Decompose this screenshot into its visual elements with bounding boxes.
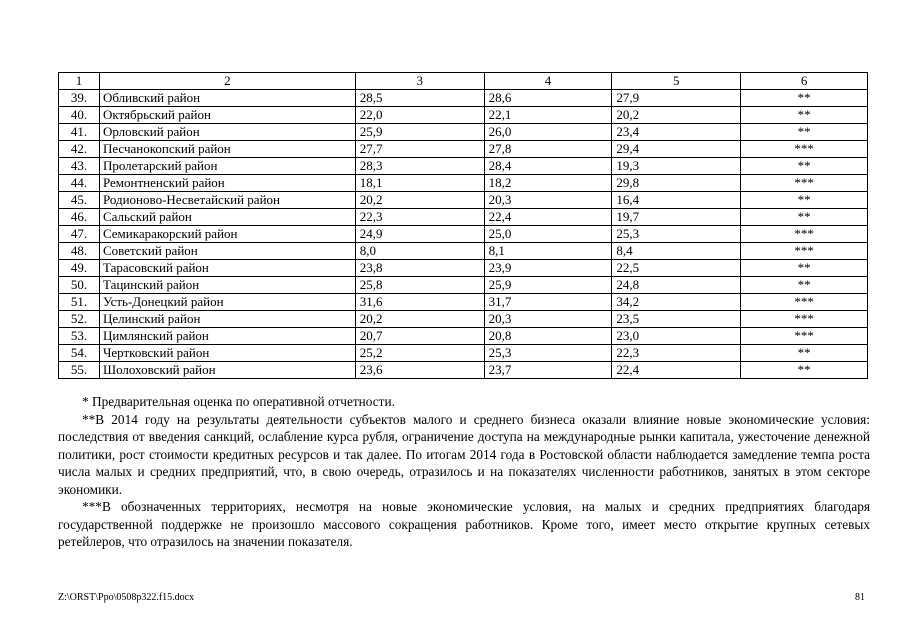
footnote-2: **В 2014 году на результаты деятельности субъектов малого и среднего бизнеса оказали влияние новые экономические условия: последствия от введения санкций, ослабление курса рубля, ограничение доступа на международные рынки капитала, ужесточение денежной политики, рост стоимости кредитных ресурсов и так далее. По итогам 2014 года в Ростовской области наблюдается замедление темпа роста числа малых и средних предприятий, что, в свою очередь, отразилось и на показателях численности работников, занятых в этом секторе экономики. — [58, 411, 870, 497]
value-col4-cell: 25,9 — [484, 277, 612, 294]
value-col3-cell: 8,0 — [355, 243, 484, 260]
value-col5-cell: 29,8 — [612, 175, 741, 192]
value-col4-cell: 25,3 — [484, 345, 612, 362]
value-col5-cell: 19,3 — [612, 158, 741, 175]
value-col4-cell: 22,4 — [484, 209, 612, 226]
value-col3-cell: 18,1 — [355, 175, 484, 192]
footnotes — [58, 393, 870, 551]
header-cell: 3 — [355, 73, 484, 90]
value-col3-cell: 31,6 — [355, 294, 484, 311]
table-row — [59, 141, 868, 158]
value-col3-cell: 22,0 — [355, 107, 484, 124]
table-row — [59, 107, 868, 124]
table-row — [59, 226, 868, 243]
value-col4-cell: 23,9 — [484, 260, 612, 277]
value-col5-cell: 34,2 — [612, 294, 741, 311]
district-name-cell: Тарасовский район — [99, 260, 355, 277]
district-name-cell: Чертковский район — [99, 345, 355, 362]
value-col3-cell: 25,2 — [355, 345, 484, 362]
district-name-cell: Обливский район — [99, 90, 355, 107]
value-col3-cell: 28,3 — [355, 158, 484, 175]
row-number-cell: 46. — [59, 209, 100, 226]
value-col5-cell: 8,4 — [612, 243, 741, 260]
value-col4-cell: 8,1 — [484, 243, 612, 260]
value-col5-cell: 25,3 — [612, 226, 741, 243]
value-col4-cell: 20,3 — [484, 192, 612, 209]
header-cell: 6 — [741, 73, 868, 90]
header-cell: 5 — [612, 73, 741, 90]
value-col3-cell: 25,8 — [355, 277, 484, 294]
table-row — [59, 243, 868, 260]
row-number-cell: 44. — [59, 175, 100, 192]
value-col3-cell: 20,7 — [355, 328, 484, 345]
value-col4-cell: 28,6 — [484, 90, 612, 107]
mark-cell: ** — [741, 260, 868, 277]
row-number-cell: 40. — [59, 107, 100, 124]
value-col4-cell: 25,0 — [484, 226, 612, 243]
footnote-1: * Предварительная оценка по оперативной отчетности. — [82, 394, 395, 409]
value-col5-cell: 27,9 — [612, 90, 741, 107]
mark-cell: ** — [741, 277, 868, 294]
value-col3-cell: 20,2 — [355, 311, 484, 328]
header-cell: 4 — [484, 73, 612, 90]
value-col4-cell: 26,0 — [484, 124, 612, 141]
footnote-3: ***В обозначенных территориях, несмотря на новые экономические условия, на малых и средних предприятиях благодаря государственной поддержке не произошло массового сокращения работников. Кроме того, имеет место открытие крупных сетевых ретейлеров, что отразилось на значении показателя. — [58, 499, 870, 549]
table-row — [59, 90, 868, 107]
mark-cell: ** — [741, 90, 868, 107]
district-name-cell: Ремонтненский район — [99, 175, 355, 192]
value-col4-cell: 23,7 — [484, 362, 612, 379]
mark-cell: *** — [741, 294, 868, 311]
table-row — [59, 192, 868, 209]
mark-cell: *** — [741, 175, 868, 192]
district-name-cell: Орловский район — [99, 124, 355, 141]
mark-cell: ** — [741, 192, 868, 209]
table-row — [59, 209, 868, 226]
table-row — [59, 311, 868, 328]
row-number-cell: 50. — [59, 277, 100, 294]
district-name-cell: Целинский район — [99, 311, 355, 328]
district-name-cell: Сальский район — [99, 209, 355, 226]
table-row — [59, 362, 868, 379]
district-name-cell: Пролетарский район — [99, 158, 355, 175]
mark-cell: *** — [741, 311, 868, 328]
row-number-cell: 47. — [59, 226, 100, 243]
value-col3-cell: 24,9 — [355, 226, 484, 243]
value-col3-cell: 25,9 — [355, 124, 484, 141]
value-col3-cell: 28,5 — [355, 90, 484, 107]
district-name-cell: Семикаракорский район — [99, 226, 355, 243]
value-col4-cell: 28,4 — [484, 158, 612, 175]
district-name-cell: Песчанокопский район — [99, 141, 355, 158]
district-name-cell: Шолоховский район — [99, 362, 355, 379]
value-col3-cell: 27,7 — [355, 141, 484, 158]
table-row — [59, 175, 868, 192]
value-col5-cell: 19,7 — [612, 209, 741, 226]
value-col4-cell: 18,2 — [484, 175, 612, 192]
value-col4-cell: 20,3 — [484, 311, 612, 328]
table-header-row — [59, 73, 868, 90]
table-row — [59, 124, 868, 141]
table-row — [59, 345, 868, 362]
page-number: 81 — [855, 592, 865, 603]
file-path: Z:\ORST\Ppo\0508p322.f15.docx — [58, 592, 195, 603]
row-number-cell: 43. — [59, 158, 100, 175]
header-cell: 1 — [59, 73, 100, 90]
district-name-cell: Октябрьский район — [99, 107, 355, 124]
row-number-cell: 48. — [59, 243, 100, 260]
value-col4-cell: 22,1 — [484, 107, 612, 124]
value-col3-cell: 23,6 — [355, 362, 484, 379]
row-number-cell: 45. — [59, 192, 100, 209]
value-col4-cell: 20,8 — [484, 328, 612, 345]
row-number-cell: 39. — [59, 90, 100, 107]
mark-cell: *** — [741, 243, 868, 260]
mark-cell: *** — [741, 141, 868, 158]
row-number-cell: 55. — [59, 362, 100, 379]
district-name-cell: Усть-Донецкий район — [99, 294, 355, 311]
table-row — [59, 260, 868, 277]
value-col4-cell: 27,8 — [484, 141, 612, 158]
value-col5-cell: 29,4 — [612, 141, 741, 158]
mark-cell: ** — [741, 124, 868, 141]
value-col5-cell: 23,0 — [612, 328, 741, 345]
value-col5-cell: 22,5 — [612, 260, 741, 277]
header-cell: 2 — [99, 73, 355, 90]
row-number-cell: 41. — [59, 124, 100, 141]
mark-cell: *** — [741, 328, 868, 345]
mark-cell: *** — [741, 226, 868, 243]
mark-cell: ** — [741, 362, 868, 379]
district-name-cell: Советский район — [99, 243, 355, 260]
value-col4-cell: 31,7 — [484, 294, 612, 311]
district-name-cell: Цимлянский район — [99, 328, 355, 345]
row-number-cell: 49. — [59, 260, 100, 277]
row-number-cell: 52. — [59, 311, 100, 328]
table-row — [59, 277, 868, 294]
value-col5-cell: 20,2 — [612, 107, 741, 124]
row-number-cell: 51. — [59, 294, 100, 311]
district-name-cell: Родионово-Несветайский район — [99, 192, 355, 209]
mark-cell: ** — [741, 209, 868, 226]
mark-cell: ** — [741, 345, 868, 362]
value-col3-cell: 23,8 — [355, 260, 484, 277]
table-row — [59, 328, 868, 345]
row-number-cell: 54. — [59, 345, 100, 362]
value-col3-cell: 22,3 — [355, 209, 484, 226]
value-col5-cell: 22,3 — [612, 345, 741, 362]
mark-cell: ** — [741, 158, 868, 175]
row-number-cell: 53. — [59, 328, 100, 345]
table-row — [59, 294, 868, 311]
district-name-cell: Тацинский район — [99, 277, 355, 294]
table-row — [59, 158, 868, 175]
value-col5-cell: 23,4 — [612, 124, 741, 141]
value-col5-cell: 24,8 — [612, 277, 741, 294]
value-col5-cell: 23,5 — [612, 311, 741, 328]
value-col3-cell: 20,2 — [355, 192, 484, 209]
mark-cell: ** — [741, 107, 868, 124]
value-col5-cell: 22,4 — [612, 362, 741, 379]
value-col5-cell: 16,4 — [612, 192, 741, 209]
table-body — [59, 73, 868, 379]
districts-table — [58, 72, 868, 379]
row-number-cell: 42. — [59, 141, 100, 158]
